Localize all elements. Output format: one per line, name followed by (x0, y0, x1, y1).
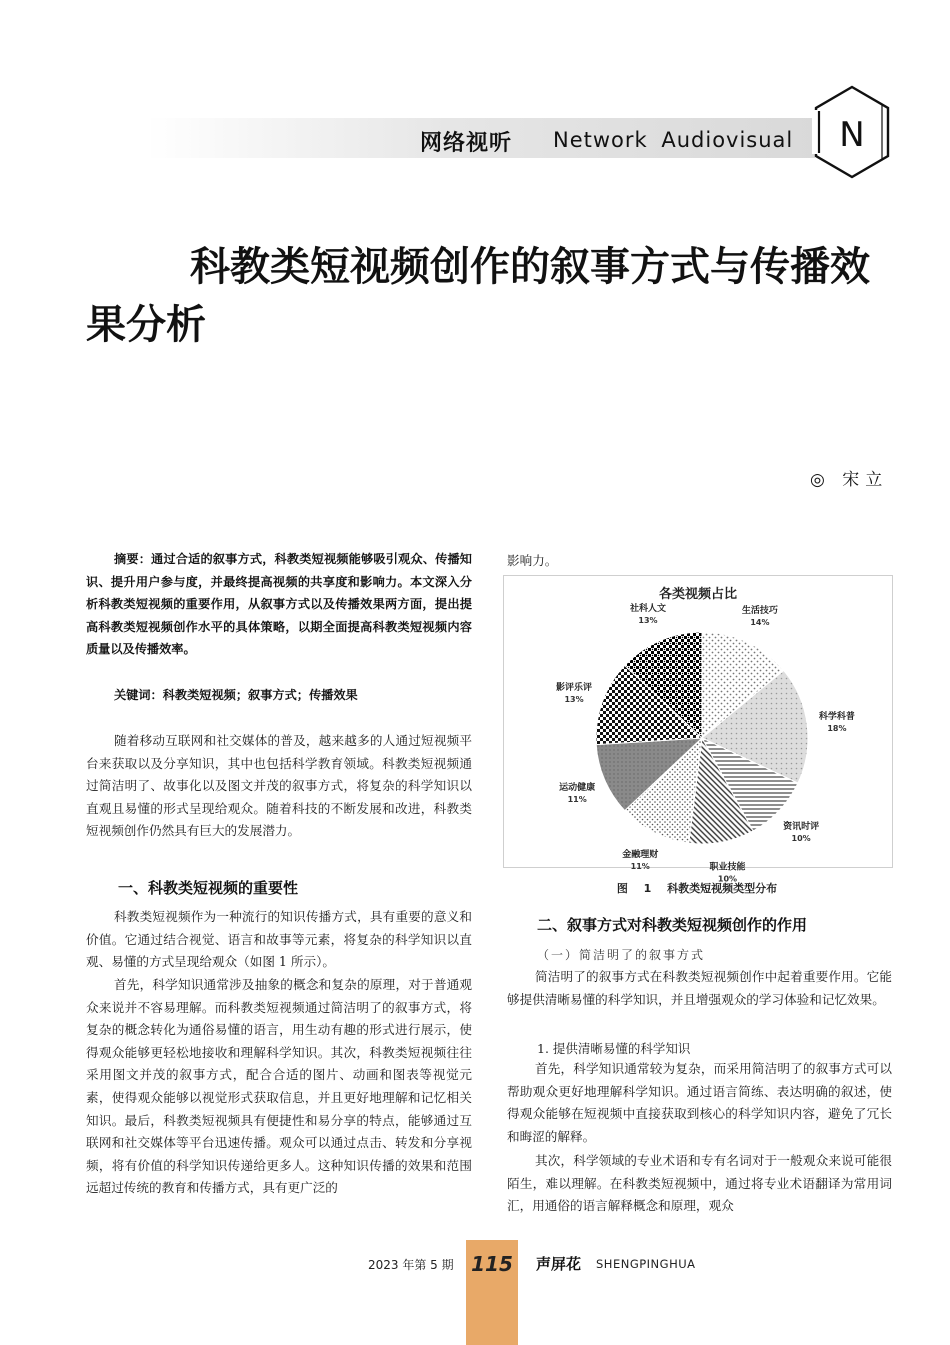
pie-chart (504, 576, 892, 884)
figure-caption: 图 1 科教类短视频类型分布 (616, 882, 778, 895)
pie-label-2: 资讯时评 (783, 822, 820, 833)
pie-label-4: 金融理财 (622, 850, 659, 861)
pie-value-label-5: 11% (567, 795, 587, 805)
hexagon-logo (812, 84, 892, 180)
figure-1-chart (503, 575, 893, 884)
footer-magazine-en: SHENGPINGHUA (596, 1257, 696, 1271)
pie-label-5: 运动健康 (559, 783, 596, 794)
section1-paragraph-2: 首先，科学知识通常涉及抽象的概念和复杂的原理，对于普通观众来说并不容易理解。而科教类短视频通过简洁明了的叙事方式，将复杂的概念转化为通俗易懂的语言，用生动有趣的形式进行展示，使得观众能够更轻松地接收和理解科学知识。其次，科教类短视频往往采用图文并茂的叙事方式，配合合适的图片、动画和图表等视觉元素，使得观众能够以视觉形式获取信息，并且更好地理解和记忆相关知识。最后，科教类短视频具有便捷性和易分享的特点，能够通过互联网和社交媒体等平台迅速传播。观众可以通过点击、转发和分享视频，将有价值的科学知识传递给更多人。这种知识传播的效果和范围远超过传统的教育和传播方式，具有更广泛的 (86, 977, 472, 1196)
article-title: 科教类短视频创作的叙事方式与传播效果分析 (86, 244, 870, 348)
pie-label-6: 影评乐评 (556, 682, 593, 693)
author-byline: ◎ 宋立 (810, 470, 889, 490)
pie-value-label-0: 14% (750, 617, 770, 627)
intro-paragraph: 随着移动互联网和社交媒体的普及，越来越多的人通过短视频平台来获取以及分享知识，其中也包括科学教育领域。科教类短视频通过简洁明了、故事化以及图文并茂的叙事方式，将复杂的科学知识以直观且易懂的形式呈现给观众。随着科技的不断发展和改进，科教类短视频创作仍然具有巨大的发展潜力。 (86, 733, 472, 839)
logo-letter: N (839, 115, 865, 155)
section1-paragraph-1: 科教类短视频作为一种流行的知识传播方式，具有重要的意义和价值。它通过结合视觉、语言和故事等元素，将复杂的科学知识以直观、易懂的方式呈现给观众（如图 1 所示）。 (86, 909, 472, 970)
footer-issue: 2023 年第 5 期 (368, 1258, 454, 1272)
pie-label-1: 科学科普 (818, 711, 855, 722)
section2-paragraph-1: 简洁明了的叙事方式在科教类短视频创作中起着重要作用。它能够提供清晰易懂的科学知识，并且增强观众的学习体验和记忆效果。 (507, 969, 892, 1007)
keywords: 关键词：科教类短视频；叙事方式；传播效果 (114, 688, 358, 702)
pie-label-3: 职业技能 (709, 862, 746, 873)
section2-heading: 二、叙事方式对科教类短视频创作的作用 (537, 916, 808, 934)
footer-magazine-cn: 声屏花 (536, 1255, 582, 1273)
carryover-text: 影响力。 (507, 553, 558, 568)
pie-value-label-7: 13% (638, 616, 658, 626)
abstract: 摘要：通过合适的叙事方式，科教类短视频能够吸引观众、传播知识、提升用户参与度，并最终提高视频的共享度和影响力。本文深入分析科教类短视频的重要作用，从叙事方式以及传播效果两方面，提出提高科教类短视频创作水平的具体策略，以期全面提高科教类短视频内容质量以及传播效率。 (86, 552, 472, 657)
page-number: 115 (471, 1252, 513, 1276)
section2-subheading-1: （一）简洁明了的叙事方式 (537, 948, 706, 962)
pie-value-label-6: 13% (564, 694, 584, 704)
pie-value-label-1: 18% (827, 723, 847, 733)
section1-heading: 一、科教类短视频的重要性 (118, 879, 299, 897)
chart-title: 各类视频占比 (658, 587, 738, 602)
section2-item-1: 1. 提供清晰易懂的科学知识 (537, 1041, 691, 1056)
pie-value-label-4: 11% (630, 862, 650, 872)
section-title-cn: 网络视听 (420, 131, 513, 156)
section-title-en: Network Audiovisual (553, 128, 794, 152)
pie-label-7: 社科人文 (629, 604, 666, 615)
pie-label-0: 生活技巧 (741, 605, 778, 616)
section2-paragraph-3: 其次，科学领域的专业术语和专有名词对于一般观众来说可能很陌生，难以理解。在科教类短视频中，通过将专业术语翻译为常用词汇，用通俗的语言解释概念和原理，观众 (507, 1153, 892, 1214)
pie-value-label-3: 10% (717, 874, 738, 884)
section2-paragraph-2: 首先，科学知识通常较为复杂，而采用简洁明了的叙事方式可以帮助观众更好地理解科学知识。通过语言简练、表达明确的叙述，使得观众能够在短视频中直接获取到核心的科学知识内容，避免了冗长和晦涩的解释。 (507, 1061, 892, 1144)
pie-value-label-2: 10% (791, 834, 811, 844)
